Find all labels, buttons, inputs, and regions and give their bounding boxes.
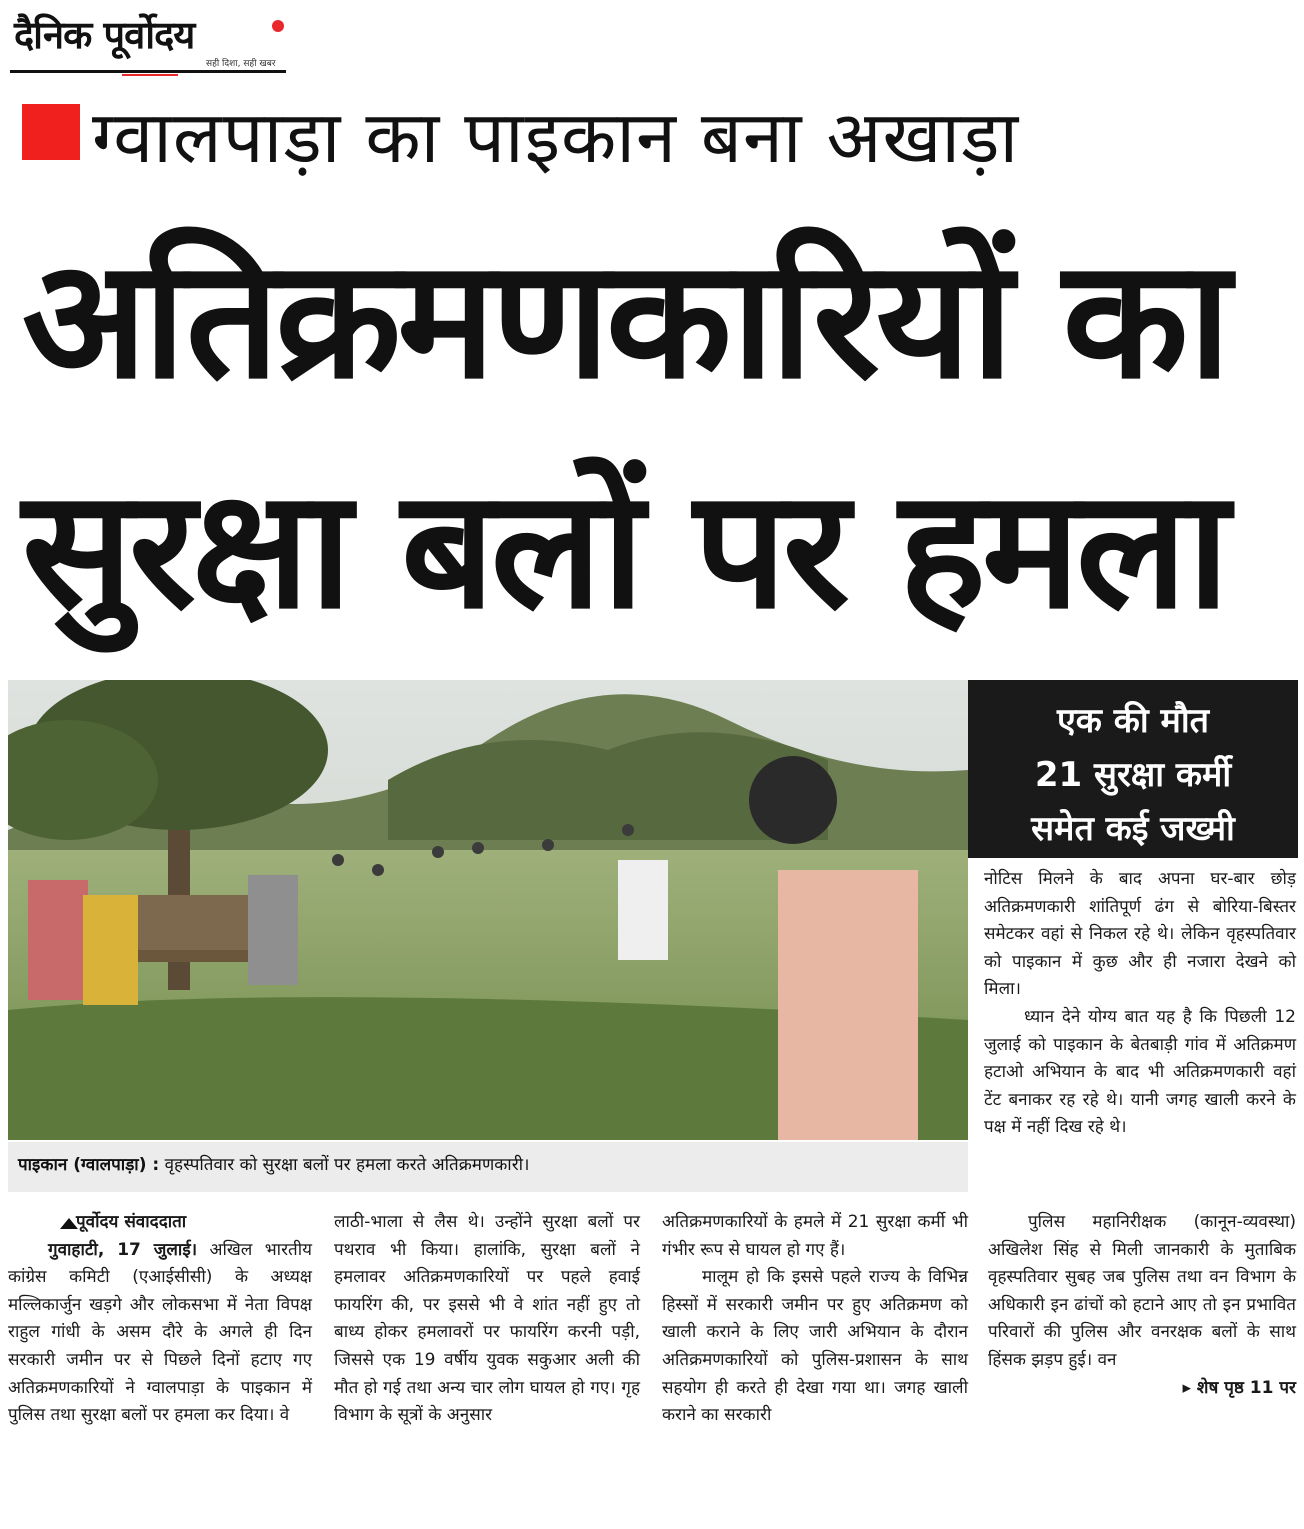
highlight-line-2: 21 सुरक्षा कर्मी (1034, 755, 1232, 795)
article-paragraph: गुवाहाटी, 17 जुलाई। अखिल भारतीय कांग्रेस कमिटी (एआईसीसी) के अध्यक्ष मल्लिकार्जुन खड़गे और लोकसभा में नेता विपक्ष राहुल गांधी के असम दौरे के अगले ही दिन सरकारी जमीन पर से पिछले दिनों हटाए गए अतिक्रमणकारियों ने ग्वालपाड़ा के पाइकान में पुलिस तथा सुरक्षा बलों पर हमला कर दिया। वे (8, 1239, 312, 1426)
masthead-tagline: सही दिशा, सही खबर (206, 59, 276, 69)
caption-text: वृहस्पतिवार को सुरक्षा बलों पर हमला करते अतिक्रमणकारी। (159, 1155, 530, 1175)
highlight-line-1: एक की मौत (1056, 701, 1210, 741)
masthead-title: दैनिक पूर्वोदय (14, 13, 195, 57)
masthead-rule (10, 70, 286, 73)
headline-line-1: अतिक्रमणकारियों का (22, 224, 1227, 415)
article-paragraph: मालूम हो कि इससे पहले राज्य के विभिन्न हिस्सों में सरकारी जमीन पर हुए अतिक्रमण को खाली कराने के लिए जारी अभियान के दौरान अतिक्रमणकारियों को पुलिस-प्रशासन के साथ सहयोग ही करते ही देखा गया था। जगह खाली कराने का सरकारी (662, 1267, 968, 1426)
byline: पूर्वोदय संवाददाता (8, 1209, 312, 1237)
article-column-4 (988, 1209, 1296, 1402)
article-paragraph: अतिक्रमणकारियों के हमले में 21 सुरक्षा कर्मी भी गंभीर रूप से घायल हो गए हैं। (662, 1212, 968, 1260)
photo-caption (8, 1142, 968, 1192)
article-paragraph: लाठी-भाला से लैस थे। उन्होंने सुरक्षा बलों पर पथराव भी किया। हालांकि, सुरक्षा बलों ने हमलावर अतिक्रमणकारियों पर पहले हवाई फायरिंग की, पर इससे भी वे शांत नहीं हुए तो बाध्य होकर हमलावरों पर फायरिंग करनी पड़ी, जिससे एक 19 वर्षीय युवक सकुआर अली की मौत हो गई तथा अन्य चार लोग घायल हो गए। गृह विभाग के सूत्रों के अनुसार (334, 1212, 640, 1426)
continued-on-page[interactable]: ▸ शेष पृष्ठ 11 पर (1182, 1377, 1296, 1398)
triangle-icon (60, 1218, 78, 1229)
dateline: गुवाहाटी, 17 जुलाई। (48, 1239, 198, 1260)
kicker-red-square (22, 104, 80, 160)
article-column-3 (662, 1209, 968, 1430)
kicker-headline: ग्वालपाड़ा का पाइकान बना अखाड़ा (92, 95, 1020, 179)
article-paragraph: नोटिस मिलने के बाद अपना घर-बार छोड़ अतिक्रमणकारी शांतिपूर्ण ढंग से बोरिया-बिस्तर समेटकर वहां से निकल रहे थे। लेकिन वृहस्पतिवार को पाइकान में कुछ और ही नजारा देखने को मिला। (984, 869, 1296, 1000)
masthead-red-dot (272, 20, 284, 32)
highlight-line-3: समेत कई जख्मी (1031, 809, 1235, 849)
headline-line-2: सुरक्षा बलों पर हमला (22, 454, 1226, 645)
highlight-box (968, 680, 1298, 858)
article-column-2 (334, 1209, 640, 1430)
masthead (10, 8, 286, 72)
article-paragraph: पुलिस महानिरीक्षक (कानून-व्यवस्था) अखिलेश सिंह से मिली जानकारी के मुताबिक वृहस्पतिवार सुबह जब पुलिस तथा वन विभाग के अधिकारी इन ढांचों को हटाने आए तो इन प्रभावित परिवारों की पुलिस और वनरक्षक बलों के साथ हिंसक झड़प हुई। वन (988, 1212, 1296, 1370)
caption-place: पाइकान (ग्वालपाड़ा) : (18, 1155, 160, 1175)
news-photo (8, 680, 968, 1140)
photo-illustration (8, 680, 968, 1140)
article-column-1 (8, 1209, 312, 1430)
masthead-red-rule (122, 74, 178, 76)
article-paragraph: ध्यान देने योग्य बात यह है कि पिछली 12 जुलाई को पाइकान के बेतबाड़ी गांव में अतिक्रमण हटाओ अभियान के बाद भी अतिक्रमणकारी वहां टेंट बनाकर रह रहे थे। यानी जगह खाली करने के पक्ष में नहीं दिख रहे थे। (984, 1006, 1296, 1138)
article-right-column-top (984, 866, 1296, 1142)
